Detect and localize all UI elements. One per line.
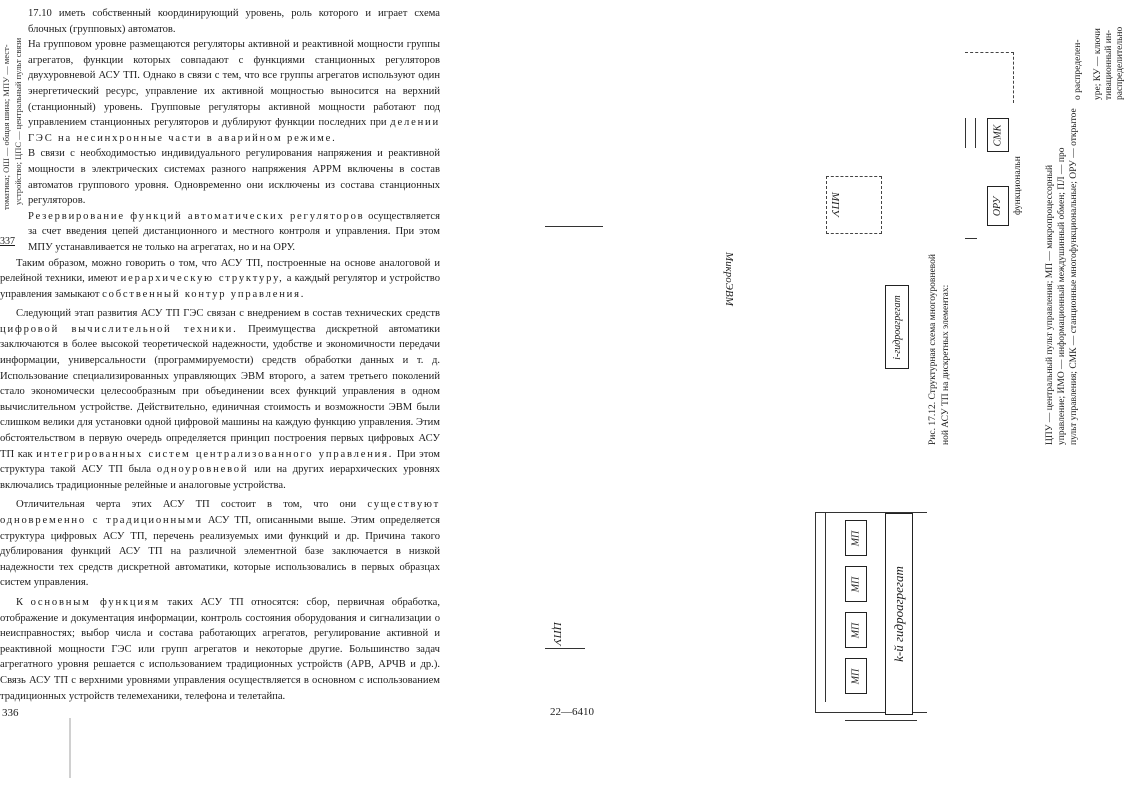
sidebar-line-1: томатика; ОШ — общая шина; МПУ — мест- (1, 44, 11, 210)
figure-caption-5: пульт управления; СМК — станционные многофункциональные; ОРУ — открытое (1069, 108, 1079, 445)
body-text (0, 6, 440, 704)
connector-line (975, 118, 976, 148)
figure-caption-1: Рис. 17.12. Структурная схема многоуровневой (928, 254, 938, 445)
page-number: 22—6410 (550, 706, 594, 718)
paragraph: Следующий этап развития АСУ ТП ГЭС связан с внедрением в состав технических средств цифровой вычислительной техники. Преимущества дискретной автоматики заключаются в более высокой теоретической надежности, удобстве и экономичности передачи информации, универсальности (программируемости) средств обработки данных и т. д. Использование специализированных управляющих ЭВМ второго, а затем третьего поколений стало экономически целесообразным при объединении всех функций управления в одном вычислительном устройстве. Действительно, единичная стоимость и возможности ЭВМ были слишком велики для установки одной цифровой машины на каждую функцию управления. Этим обстоятельством в первую очередь определяется принцип построения первых цифровых АСУ ТП как интегрированных систем централизованного управления. При этом структура такой АСУ ТП была одноуровневой или на других иерархических уровнях включались традиционные релейные и аналоговые устройства. (0, 308, 440, 491)
hydro-unit-i-block: i-гидроагрегат (885, 285, 909, 369)
connector-line (845, 720, 917, 721)
oru-block: ОРУ (987, 186, 1009, 226)
microcomputer-label: МикроЭВМ (723, 252, 735, 306)
connector-line (965, 238, 977, 239)
left-page (0, 0, 545, 793)
dashed-frame (965, 52, 1014, 103)
paragraph: В связи с необходимостью индивидуального регулирования напряжения и реактивной мощности в электрических системах разного напряжения АРРМ включены в состав автоматов группового уровня. Одновременно они исключены из состава станционных регуляторов. (28, 148, 440, 207)
margin-mark: 337 (0, 236, 15, 247)
mp-block: МП (845, 566, 867, 602)
mp-block: МП (845, 520, 867, 556)
smk-block: СМК (987, 118, 1009, 152)
mp-block: МП (845, 658, 867, 694)
figure-caption-4: управление; ИМО — информационный междушинный обмен; ПЛ — про (1057, 147, 1067, 445)
cpu-label: ЦПУ (551, 622, 563, 646)
fragment-4: распределительно (1115, 26, 1125, 100)
paragraph: Таким образом, можно говорить о том, что АСУ ТП, построенные на основе аналоговой и релейной техники, имеют иерархическую структуру, а каждый регулятор и устройство управления замыкают собственный контур управления. (0, 257, 441, 300)
spine-shadow (69, 718, 71, 778)
mp-block: МП (845, 612, 867, 648)
right-page (545, 0, 1125, 793)
connector-line (965, 118, 966, 148)
paragraph: 17.10 иметь собственный координирующий уровень, роль которого и играет схема блочных (групповых) автоматов. (28, 8, 440, 35)
paragraph: На групповом уровне размещаются регуляторы активной и реактивной мощности группы агрегатов, функции которых совпадают с функциями станционных регуляторов двухуровневой АСУ ТП. Однако в связи с тем, что все группы агрегатов используют один энергетический ресурс, управление их активной мощностью выносится на верхний (станционный) уровень. Групповые регуляторы активной мощности работают под управлением станционных регуляторов и дублируют функции последних при делении ГЭС на несинхронные части в аварийном режиме. (28, 39, 440, 144)
paragraph: К основным функциям таких АСУ ТП относятся: сбор, первичная обработка, отображение и документация информации, контроль состояния оборудования и сигнализации о неисправностях; выбор числа и состава работающих агрегатов, регулирование активной и реактивной мощности ГЭС или групп агрегатов и некоторые другие. Большинство задач агрегатного уровня решается с использованием традиционных устройств (АРВ, АРЧВ и др.). Связь АСУ ТП с верхними уровнями управления осуществляется в основном с использованием традиционных устройств телемеханики, телефона и телетайпа. (0, 596, 440, 702)
mpu-label: МПУ (829, 192, 841, 217)
connector-line (545, 648, 585, 649)
bus-line (825, 512, 826, 702)
hydro-unit-k-block: k-й гидроагрегат (885, 513, 913, 715)
connector-line (545, 226, 603, 227)
paragraph: Резервирование функций автоматических регуляторов осуществляется за счет введения цепей дистанционного и местного контроля и управления. При этом МПУ устанавливается не только на агрегатах, но и на ОРУ. (28, 210, 440, 253)
bus-line (815, 512, 816, 712)
fragment-3: тивационный ин- (1104, 29, 1114, 100)
paragraph: Отличительная черта этих АСУ ТП состоит в том, что они существуют одновременно с традиционными АСУ ТП, описанными выше. Этим определяется структура цифровых АСУ ТП, перечень реализуемых ими функций и др. Причина такого дублирования функций АСУ ТП на различной элементной базе заключается в низкой надежности тех средств дискретной автоматики, которые использовались в первых образцах систем управления. (0, 499, 441, 589)
fragment-1: о распределен- (1073, 39, 1083, 100)
figure-caption-2: ной АСУ ТП на дискретных элементах: (941, 284, 951, 445)
sidebar-line-2: устройство; ЦПС — центральный пульт связи (13, 37, 23, 205)
fragment-2: уре; КУ — ключи (1093, 28, 1103, 100)
figure-caption-3: ЦПУ — центральный пульт управления; МП — микропроцессорный (1045, 164, 1055, 445)
functional-label: функциональн (1013, 156, 1023, 215)
page-number: 336 (2, 707, 19, 719)
